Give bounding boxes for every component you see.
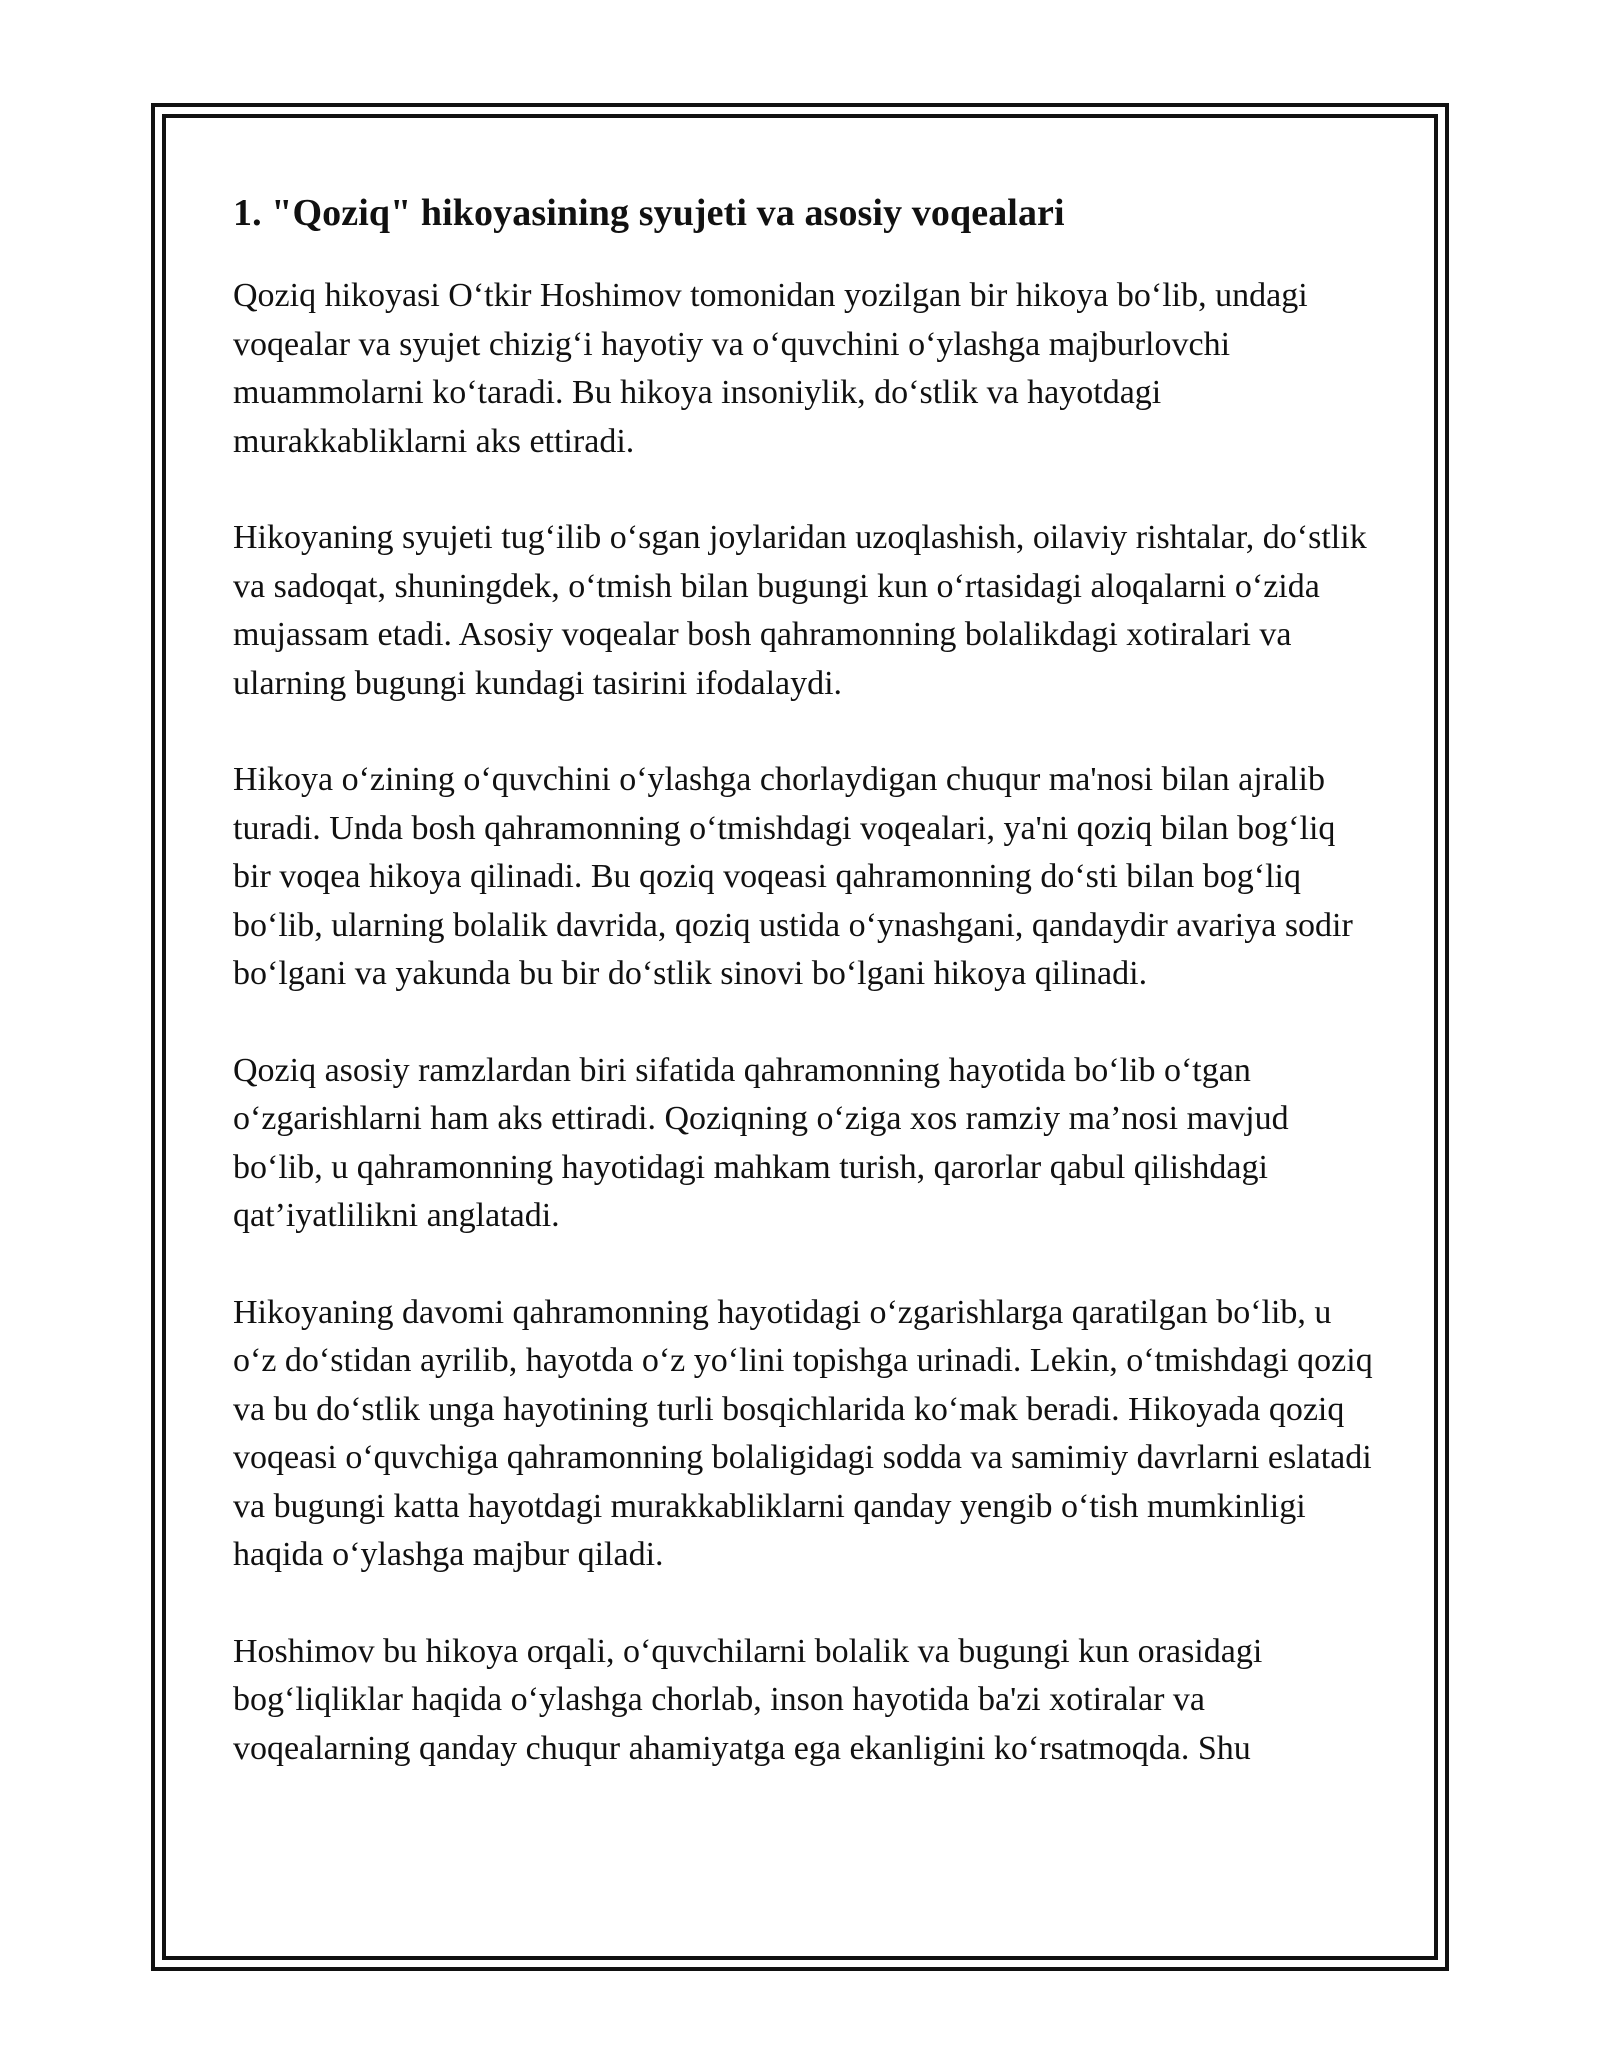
paragraph-2: Hikoyaning syujeti tug‘ilib o‘sgan joylaridan uzoqlashish, oilaviy rishtalar, do‘stlik va sadoqat, shuningdek, o‘tmish bilan bugungi kun o‘rtasidagi aloqalarni o‘zida mujassam etadi. Asosiy voqealar bosh qahramonning bolalikdagi xotiralari va ularning bugungi kundagi tasirini ifodalaydi. xyxy=(233,519,1367,702)
paragraph-5: Hikoyaning davomi qahramonning hayotidagi o‘zgarishlarga qaratilgan bo‘lib, u o‘z do‘stidan ayrilib, hayotda o‘z yo‘lini topishga urinadi. Lekin, o‘tmishdagi qoziq va bu do‘stlik unga hayotining turli bosqichlarida ko‘mak beradi. Hikoyada qoziq voqeasi o‘quvchiga qahramonning bolaligidagi sodda va samimiy davrlarni eslatadi va bugungi katta hayotdagi murakkabliklarni qanday yengib o‘tish mumkinligi haqida o‘ylashga majbur qiladi. xyxy=(233,1293,1373,1573)
section-heading: 1. "Qoziq" hikoyasining syujeti va asosiy voqealari xyxy=(233,192,1065,234)
paragraph-1: Qoziq hikoyasi O‘tkir Hoshimov tomonidan yozilgan bir hikoya bo‘lib, undagi voqealar va syujet chizig‘i hayotiy va o‘quvchini o‘ylashga majburlovchi muammolarni ko‘taradi. Bu hikoya insoniylik, do‘stlik va hayotdagi murakkabliklarni aks ettiradi. xyxy=(233,277,1308,460)
paragraph-4: Qoziq asosiy ramzlardan biri sifatida qahramonning hayotida bo‘lib o‘tgan o‘zgarishlarni ham aks ettiradi. Qoziqning o‘ziga xos ramziy ma’nosi mavjud bo‘lib, u qahramonning hayotidagi mahkam turish, qarorlar qabul qilishdagi qat’iyatlilikni anglatadi. xyxy=(233,1051,1289,1234)
paragraph-6: Hoshimov bu hikoya orqali, o‘quvchilarni bolalik va bugungi kun orasidagi bog‘liqliklar haqida o‘ylashga chorlab, inson hayotida ba'zi xotiralar va voqealarning qanday chuqur ahamiyatga ega ekanligini ko‘rsatmoqda. Shu xyxy=(233,1632,1263,1767)
document-body xyxy=(233,188,1373,1773)
paragraph-3: Hikoya o‘zining o‘quvchini o‘ylashga chorlaydigan chuqur ma'nosi bilan ajralib turadi. Unda bosh qahramonning o‘tmishdagi voqealari, ya'ni qoziq bilan bog‘liq bir voqea hikoya qilinadi. Bu qoziq voqeasi qahramonning do‘sti bilan bog‘liq bo‘lib, ularning bolalik davrida, qoziq ustida o‘ynashgani, qandaydir avariya sodir bo‘lgani va yakunda bu bir do‘stlik sinovi bo‘lgani hikoya qilinadi. xyxy=(233,761,1353,992)
